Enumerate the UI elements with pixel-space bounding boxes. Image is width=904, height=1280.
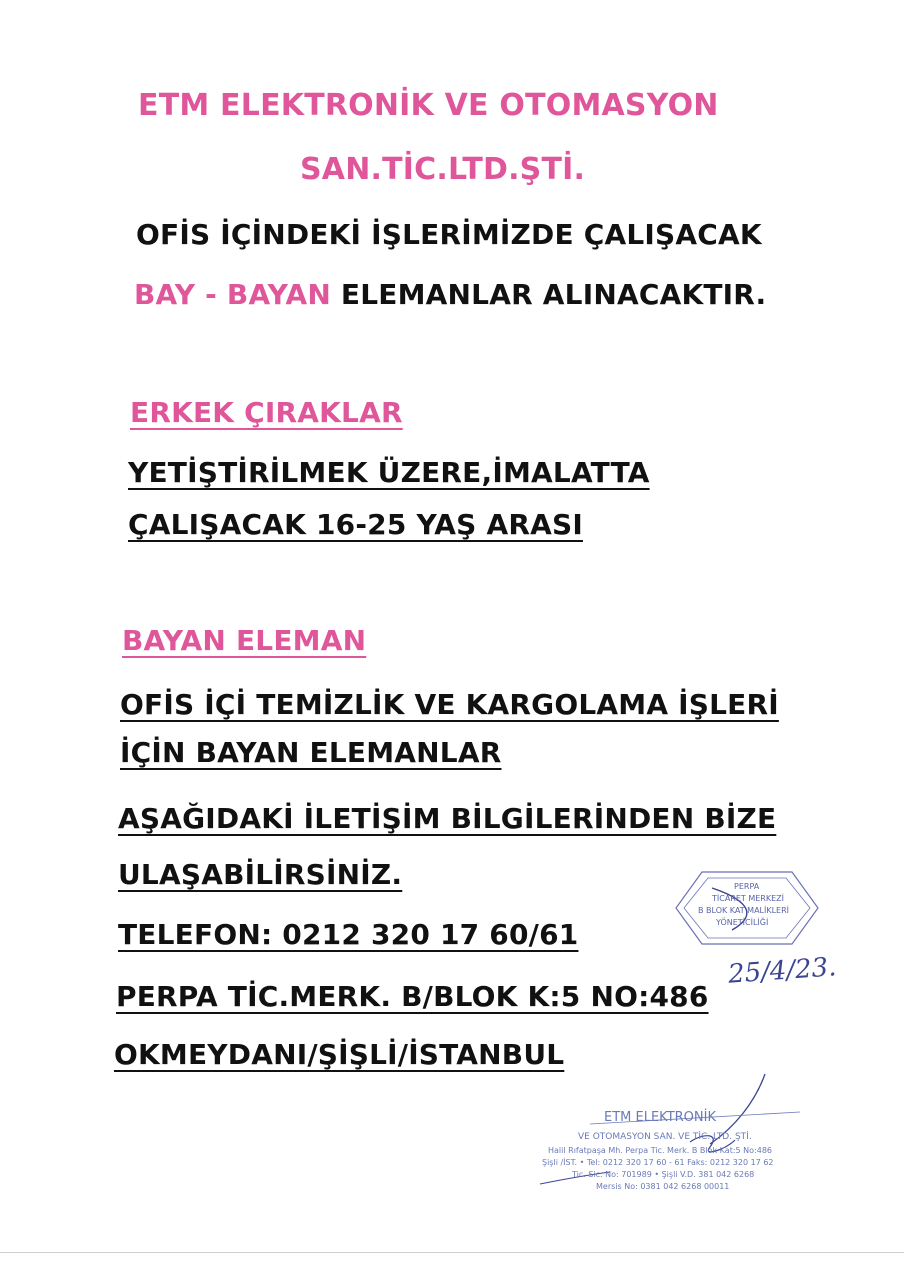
section1-line1: YETİŞTİRİLMEK ÜZERE,İMALATTA	[128, 456, 650, 489]
perpa-stamp	[672, 868, 822, 948]
section2-line2: İÇİN BAYAN ELEMANLAR	[120, 736, 502, 769]
company-stamp-l1: ETM ELEKTRONİK	[604, 1110, 716, 1125]
company-stamp	[520, 1072, 820, 1222]
company-stamp-l5: Tic. Sic. No: 701989 • Şişli V.D. 381 042 6268	[572, 1170, 755, 1179]
stamp-perpa-l3: B BLOK KAT MALİKLERİ	[698, 906, 790, 915]
section1-heading: ERKEK ÇIRAKLAR	[130, 396, 403, 429]
company-name-line2: SAN.TİC.LTD.ŞTİ.	[300, 152, 586, 187]
company-stamp-l3: Halil Rıfatpaşa Mh. Perpa Tic. Merk. B Blok Kat:5 No:486	[548, 1146, 772, 1155]
contact-line2: ULAŞABİLİRSİNİZ.	[118, 858, 403, 891]
intro-gender: BAY - BAYAN	[134, 278, 331, 311]
contact-line1: AŞAĞIDAKİ İLETİŞİM BİLGİLERİNDEN BİZE	[118, 802, 777, 835]
company-stamp-l4: Şişli /İST. • Tel: 0212 320 17 60 - 61 Faks: 0212 320 17 62	[542, 1158, 774, 1167]
intro-line1: OFİS İÇİNDEKİ İŞLERİMİZDE ÇALIŞACAK	[136, 218, 762, 251]
section1-line2: ÇALIŞACAK 16-25 YAŞ ARASI	[128, 508, 583, 541]
contact-address2: OKMEYDANI/ŞİŞLİ/İSTANBUL	[114, 1038, 565, 1071]
company-name-line1: ETM ELEKTRONİK VE OTOMASYON	[138, 88, 719, 123]
company-stamp-l6: Mersis No: 0381 042 6268 00011	[596, 1182, 730, 1191]
intro-line2-rest: ELEMANLAR ALINACAKTIR.	[340, 278, 767, 311]
intro-line2	[134, 278, 766, 311]
stamp-perpa-l1: PERPA	[734, 882, 760, 891]
contact-address1: PERPA TİC.MERK. B/BLOK K:5 NO:486	[116, 980, 709, 1013]
stamp-perpa-l2: TİCARET MERKEZİ	[712, 894, 785, 903]
page-bottom-rule	[0, 1252, 904, 1253]
handwritten-date: 25/4/23.	[727, 952, 838, 990]
company-stamp-l2: VE OTOMASYON SAN. VE TİC. LTD. ŞTİ.	[578, 1132, 752, 1142]
contact-phone: TELEFON: 0212 320 17 60/61	[118, 918, 579, 951]
section2-heading: BAYAN ELEMAN	[122, 624, 367, 657]
stamp-perpa-l4: YÖNETİCİLİĞİ	[716, 918, 769, 927]
section2-line1: OFİS İÇİ TEMİZLİK VE KARGOLAMA İŞLERİ	[120, 688, 779, 721]
